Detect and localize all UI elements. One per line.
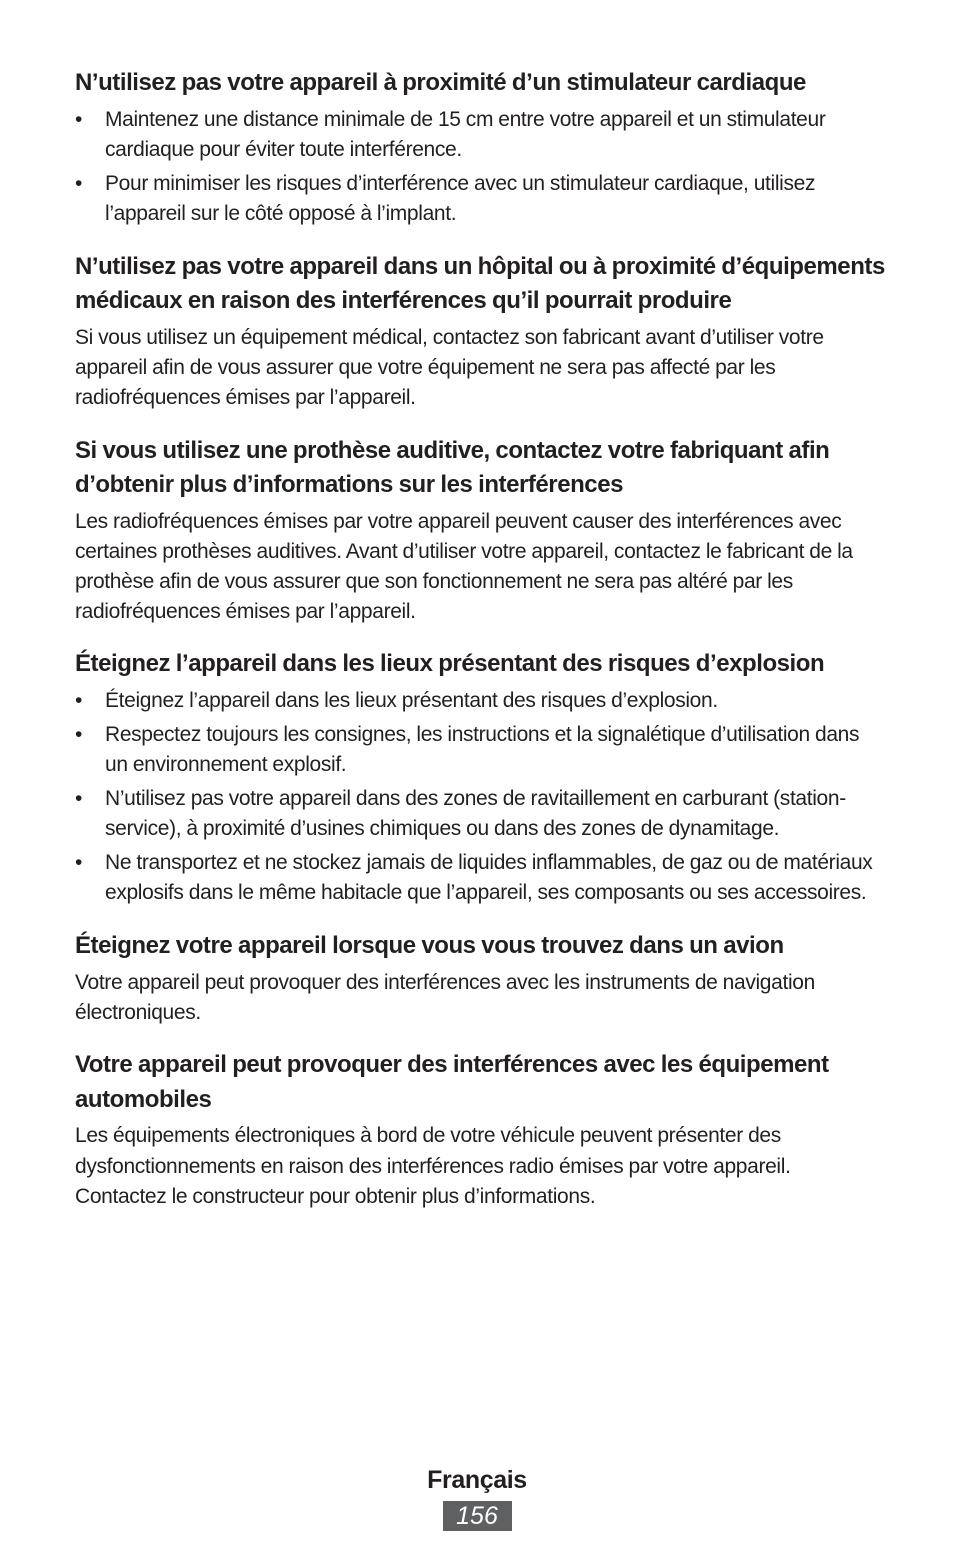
bullet-list: [75, 686, 885, 909]
section-heading: N’utilisez pas votre appareil à proximité d’un stimulateur cardiaque: [75, 69, 806, 96]
section-airplane: [75, 929, 885, 1028]
section-heading: Éteignez l’appareil dans les lieux présentant des risques d’explosion: [75, 650, 825, 678]
bullet-item: [75, 848, 885, 908]
section-heading: Éteignez votre appareil lorsque vous vous trouvez dans un avion: [75, 932, 784, 960]
document-body: [75, 66, 885, 1212]
bullet-list: [75, 105, 885, 230]
bullet-icon: •: [75, 107, 83, 131]
section-heading: Votre appareil peut provoquer des interférences avec les équipement automobiles: [75, 1051, 829, 1113]
section-spacer: [75, 1028, 885, 1048]
bullet-icon: •: [75, 722, 83, 746]
bullet-item: [75, 720, 885, 780]
section-explosion: [75, 647, 885, 908]
bullet-item: [75, 105, 885, 165]
bullet-text: Ne transportez et ne stockez jamais de liquides inflammables, de gaz ou de matériaux explosifs dans le même habitacle que l’appareil, ses composants ou ses accessoires.: [105, 851, 873, 905]
section-paragraph: Si vous utilisez un équipement médical, contactez son fabricant avant d’utiliser votre appareil afin de vous assurer que votre équipement ne sera pas affecté par les radiofréquences émises par l’appareil.: [75, 325, 824, 410]
bullet-icon: •: [75, 787, 83, 811]
bullet-icon: •: [75, 851, 83, 875]
bullet-item: [75, 169, 885, 229]
section-pacemaker: [75, 66, 885, 229]
section-heading: Si vous utilisez une prothèse auditive, contactez votre fabriquant afin d’obtenir plus d’informations sur les interférences: [75, 436, 830, 499]
bullet-item: [75, 784, 885, 844]
footer-language: Français: [427, 1466, 527, 1494]
bullet-icon: •: [75, 688, 83, 712]
bullet-text: Pour minimiser les risques d’interférence avec un stimulateur cardiaque, utilisez l’appareil sur le côté opposé à l’implant.: [105, 171, 816, 225]
section-hospital: [75, 250, 885, 414]
section-spacer: [75, 627, 885, 647]
bullet-item: [75, 686, 885, 716]
section-spacer: [75, 912, 885, 929]
bullet-text: Éteignez l’appareil dans les lieux présentant des risques d’explosion.: [105, 688, 718, 712]
section-automotive: [75, 1048, 885, 1212]
bullet-text: N’utilisez pas votre appareil dans des zones de ravitaillement en carburant (station-service), à proximité d’usines chimiques ou dans des zones de dynamitage.: [105, 787, 846, 841]
section-paragraph: Votre appareil peut provoquer des interférences avec les instruments de navigation électroniques.: [75, 970, 815, 1025]
bullet-text: Respectez toujours les consignes, les instructions et la signalétique d’utilisation dans un environnement explosif.: [105, 722, 860, 777]
bullet-icon: •: [75, 171, 83, 195]
section-paragraph: Les équipements électroniques à bord de votre véhicule peuvent présenter des dysfonctionnements en raison des interférences radio émises par votre appareil. Contactez le constructeur pour obtenir plus d’informations.: [75, 1124, 791, 1208]
section-heading: N’utilisez pas votre appareil dans un hôpital ou à proximité d’équipements médicaux en raison des interférences qu’il pourrait produire: [75, 252, 885, 315]
section-paragraph: Les radiofréquences émises par votre appareil peuvent causer des interférences avec certaines prothèses auditives. Avant d’utiliser votre appareil, contactez le fabricant de la prothèse afin de vous assurer que son fonctionnement ne sera pas altéré par les radiofréquences émises par l’appareil.: [75, 509, 853, 624]
section-spacer: [75, 414, 885, 434]
section-hearing-aid: [75, 434, 885, 628]
page-footer: [0, 1463, 954, 1531]
section-spacer: [75, 233, 885, 250]
bullet-text: Maintenez une distance minimale de 15 cm entre votre appareil et un stimulateur cardiaque pour éviter toute interférence.: [105, 107, 826, 161]
page-number-badge: 156: [443, 1501, 512, 1531]
